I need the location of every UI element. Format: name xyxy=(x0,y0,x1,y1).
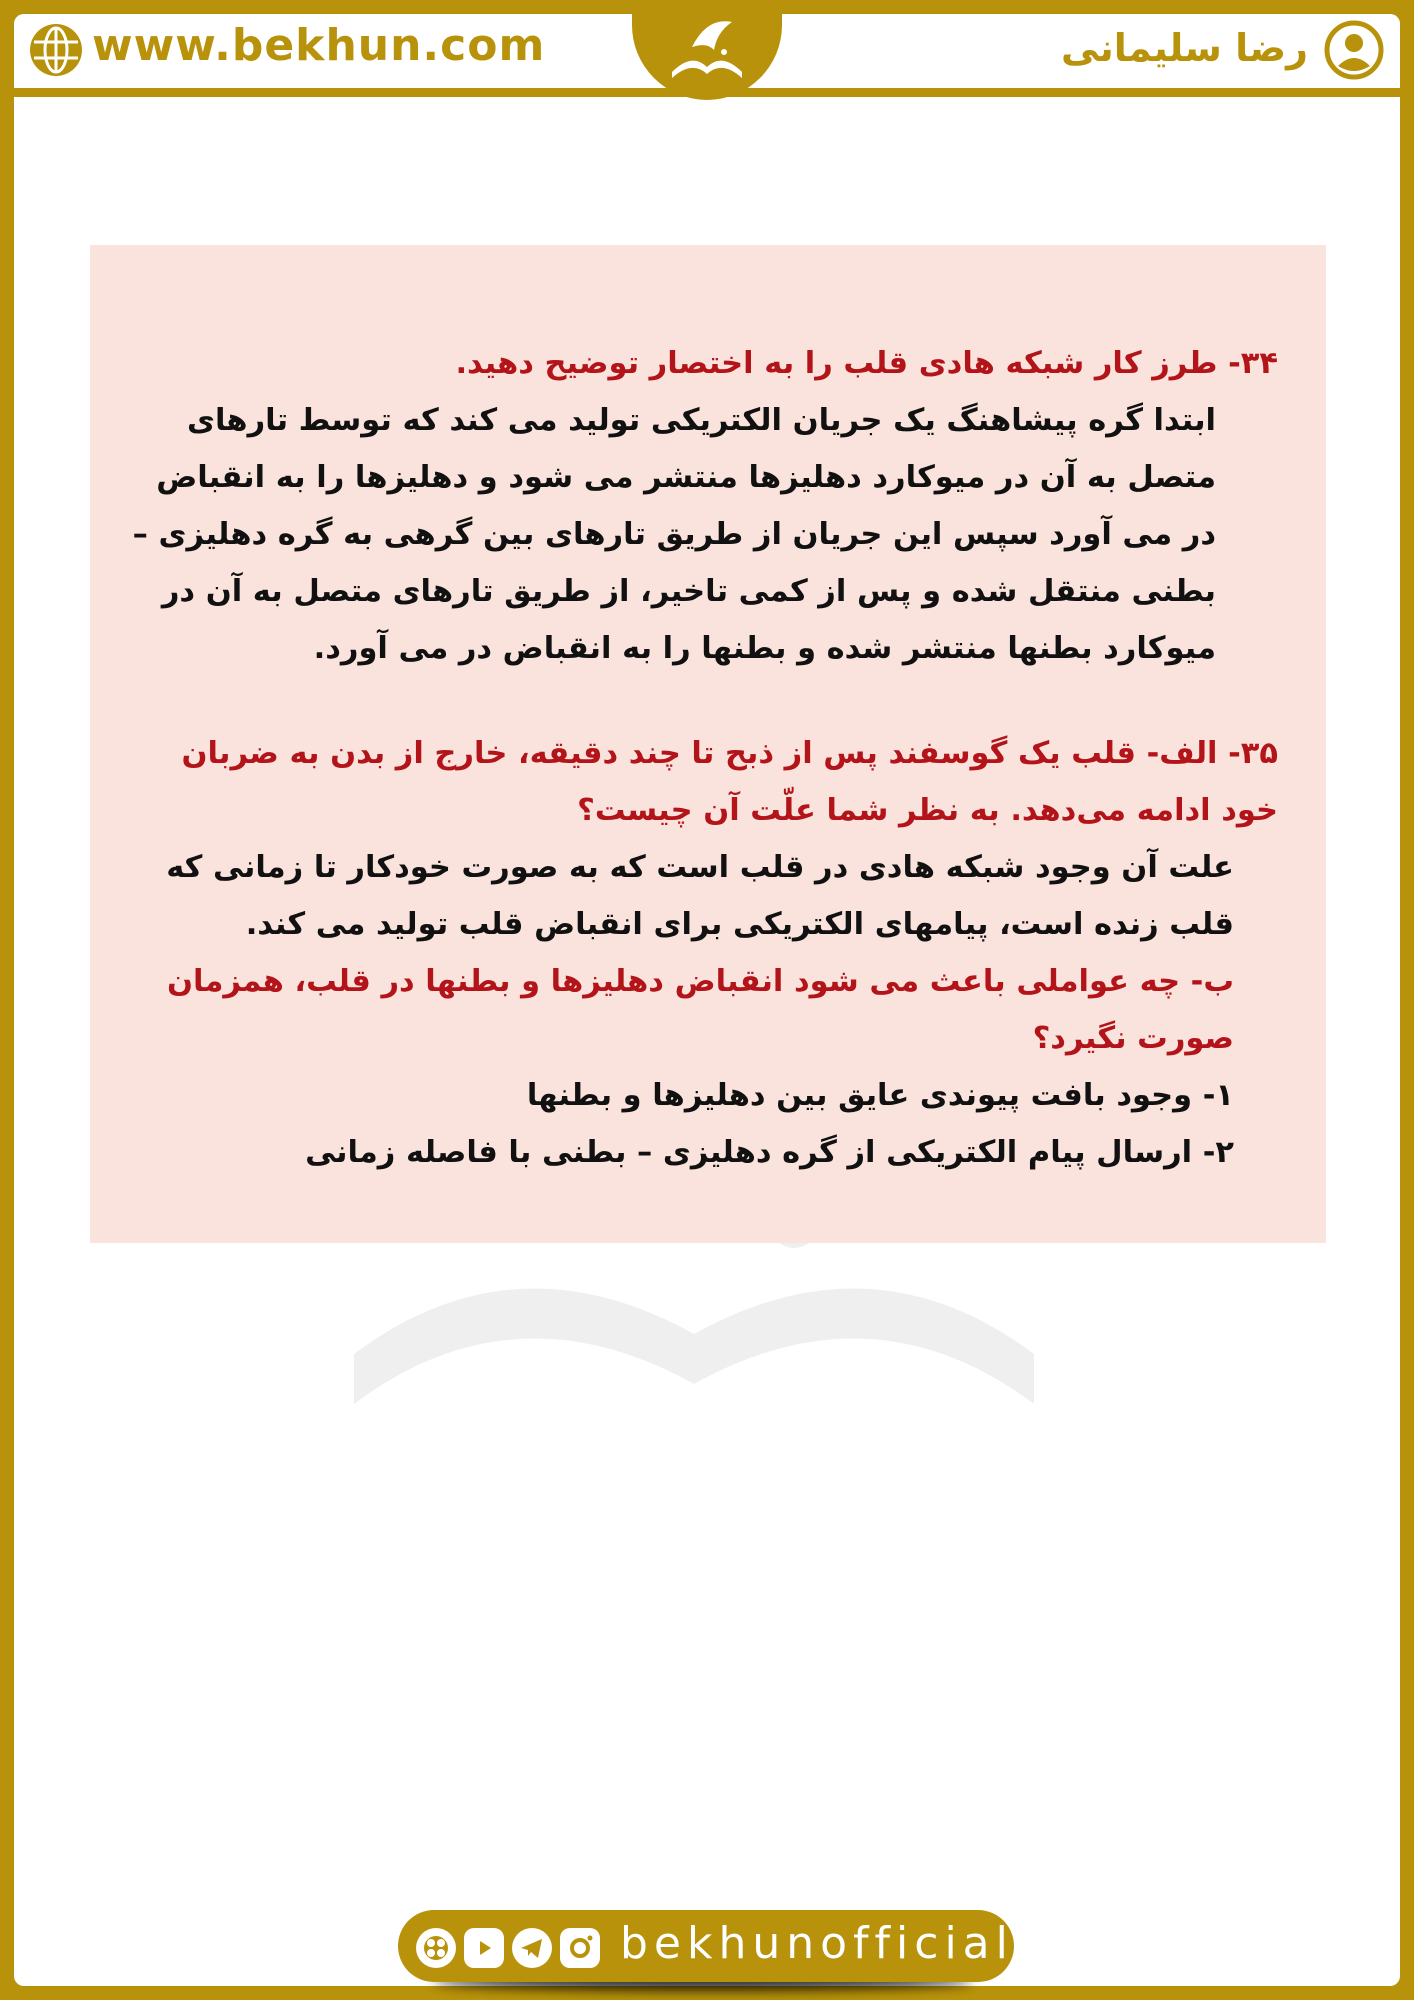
qa-card xyxy=(90,245,1326,1243)
question-35-b: ب- چه عواملی باعث می شود انقباض دهلیزها و بطنها در قلب، همزمان صورت نگیرد؟ xyxy=(166,964,1234,1056)
bekhun-logo-icon xyxy=(662,14,752,92)
question-35-a: ۳۵- الف- قلب یک گوسفند پس از ذبح تا چند دقیقه، خارج از بدن به ضربان خود ادامه می‌دهد. به نظر شما علّت آن چیست؟ xyxy=(181,736,1278,828)
user-icon xyxy=(1324,20,1384,80)
telegram-icon[interactable] xyxy=(512,1928,552,1968)
spacer xyxy=(130,677,1278,725)
answer-35-b-1: ۱- وجود بافت پیوندی عایق بین دهلیزها و بطنها xyxy=(526,1078,1234,1113)
social-handle[interactable]: bekhunofficial xyxy=(620,1918,1014,1969)
answer-35-a: علت آن وجود شبکه هادی در قلب است که به صورت خودکار تا زمانی که قلب زنده است، پیامهای الکتریکی برای انقباض قلب تولید می کند. xyxy=(166,850,1234,942)
page xyxy=(14,14,1400,1986)
logo-badge xyxy=(632,14,782,100)
qa-content xyxy=(130,335,1278,1181)
youtube-icon[interactable] xyxy=(464,1928,504,1968)
header-bar xyxy=(14,14,1400,97)
website-link[interactable]: www.bekhun.com xyxy=(92,20,546,71)
author-name: رضا سلیمانی xyxy=(1061,26,1308,70)
aparat-icon[interactable] xyxy=(416,1928,456,1968)
instagram-icon[interactable] xyxy=(560,1928,600,1968)
globe-icon xyxy=(28,22,84,78)
answer-34: ابتدا گره پیشاهنگ یک جریان الکتریکی تولید می کند که توسط تارهای متصل به آن در میوکارد دهلیزها منتشر می شود و دهلیزها را به انقباض در می آورد سپس این جریان از طریق تارهای بین گرهی به گره دهلیزی – بطنی منتقل شده و پس از کمی تاخیر، از طریق تارهای متصل به آن در میوکارد بطنها منتشر شده و بطنها را به انقباض در می آورد. xyxy=(132,403,1216,666)
answer-35-b-2: ۲- ارسال پیام الکتریکی از گره دهلیزی – بطنی با فاصله زمانی xyxy=(305,1135,1234,1170)
social-footer xyxy=(398,1910,1014,1982)
question-34: ۳۴- طرز کار شبکه هادی قلب را به اختصار توضیح دهید. xyxy=(455,346,1278,381)
